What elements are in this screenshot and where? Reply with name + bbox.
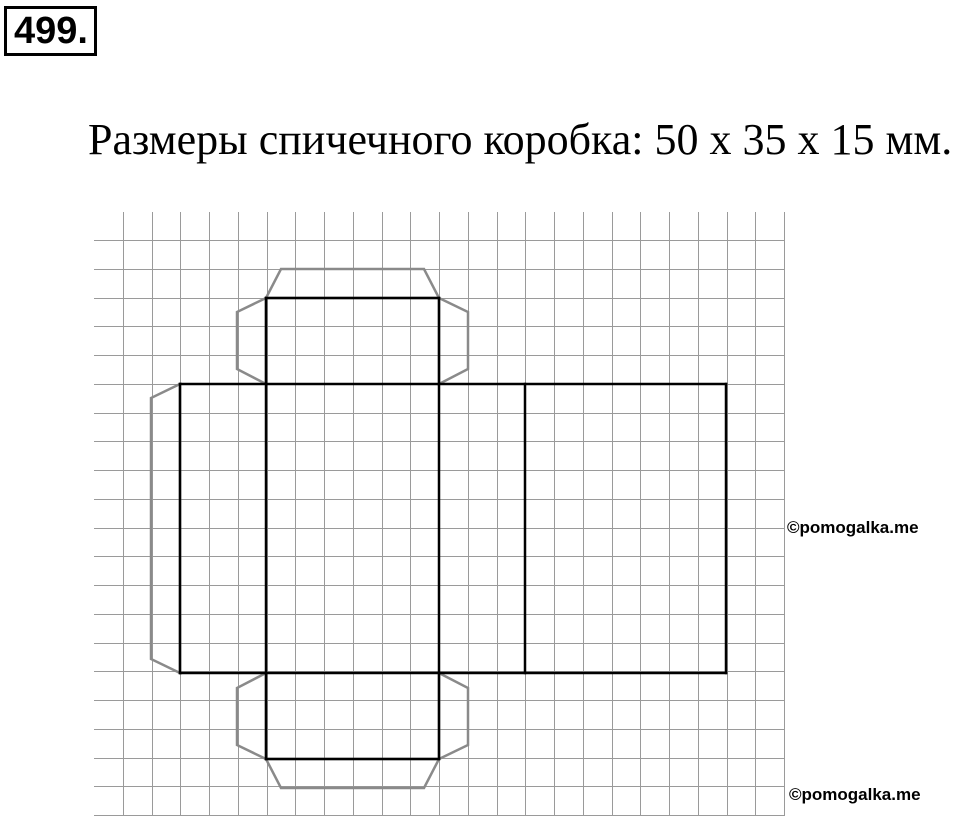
problem-statement: Размеры спичечного коробка: 50 х 35 х 15 мм. bbox=[88, 115, 953, 164]
flap-top-right bbox=[439, 298, 468, 384]
flap-bottom-left bbox=[237, 673, 266, 759]
flap-bottom bbox=[266, 759, 439, 788]
watermark-2: ©pomogalka.me bbox=[789, 785, 921, 804]
problem-number: 499. bbox=[4, 6, 97, 56]
flap-bottom-right bbox=[439, 673, 468, 759]
flap-top bbox=[266, 269, 439, 298]
watermark-1: ©pomogalka.me bbox=[787, 518, 919, 537]
flap-top-left bbox=[237, 298, 266, 384]
